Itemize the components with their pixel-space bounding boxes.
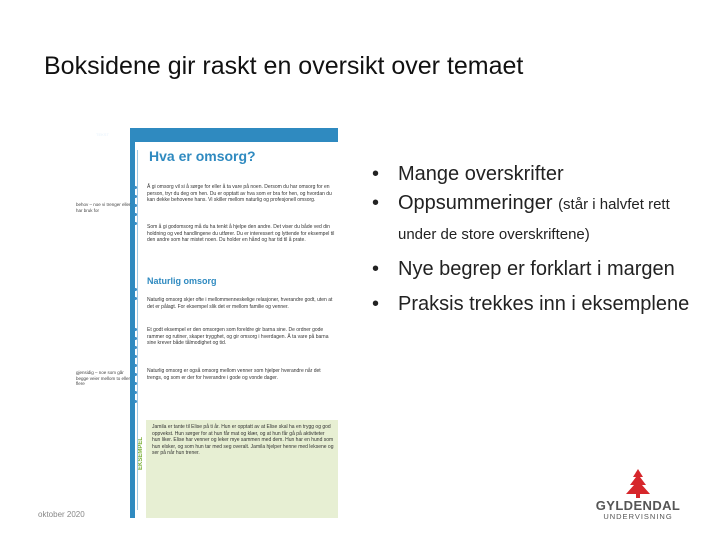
- logo-name: GYLDENDAL: [595, 498, 681, 513]
- book-paragraph-3: Naturlig omsorg skjer ofte i mellommenneskelige relasjoner, hverandre godt, uten at det er pålagt. For eksempel slik det er mellom familie og venner.: [147, 297, 333, 310]
- book-bullet-dots: [134, 186, 137, 231]
- book-bullet-dots-3: [134, 328, 137, 409]
- book-paragraph-5: Naturlig omsorg er også omsorg mellom venner som hjelper hverandre når det trengs, og som er der for hverandre i gode og vonde dager.: [147, 368, 321, 381]
- bullet-item: • Oppsummeringer (står i halvfet rett under de store overskriftene): [372, 192, 670, 243]
- book-page-number: 104: [76, 131, 87, 137]
- book-example-text: Jamila er tante til Elise på ti år. Hun er opptatt av at Elise skal ha en trygg og god oppvekst. Hun sørger for at hun får mat og klær, og at hun får gå på aktiviteter hun liker. Elise har venner og leker mye sammen med dem. Hun har en hund som hun elsker, og som hun tar med seg overalt. Jamila hjelper henne med leksene og ser på når hun trener.: [152, 424, 334, 457]
- book-bullet-dots-2: [134, 288, 137, 306]
- bullet-item: • Nye begrep er forklart i margen: [372, 258, 675, 280]
- book-header-bar: [135, 128, 338, 142]
- logo-subtitle: UNDERVISNING: [603, 512, 673, 521]
- book-heading: Hva er omsorg?: [149, 148, 256, 164]
- bullet-note: (står i halvfet rett under de store overskriftene): [398, 196, 670, 243]
- bullet-list: [370, 160, 700, 319]
- book-subheading: Naturlig omsorg: [147, 276, 217, 286]
- tree-icon: [625, 468, 651, 498]
- footer-date: oktober 2020: [38, 510, 85, 519]
- book-margin-note-2: gjensidig – noe som går begge veier mellom to eller flere: [76, 370, 131, 386]
- gyldendal-logo: [590, 468, 686, 522]
- book-section-label: TEKST: [96, 132, 109, 137]
- bullet-text: Mange overskrifter: [398, 163, 564, 185]
- bullet-text: Oppsummeringer: [398, 192, 559, 214]
- book-paragraph-1: Å gi omsorg vil si å sørge for eller å ta vare på noen. Dersom du har omsorg for en person, tryr du deg om hen. Du er opptatt av hva som er bra for hen, og hvordan du kan dekke behovene hans. Vi skiller mellom naturlig og profesjonell omsorg.: [147, 184, 332, 204]
- book-paragraph-2: Som å gi godomsorg må du ha tenkt å hjelpe den andre. Det viser du både ved din holdning og ved handlingene du utfører. Du er interessert og lyttende for eksempel til den andre som har mistet noen. Du holder en hånd og har tid til å prate.: [147, 224, 335, 244]
- bullet-text: Nye begrep er forklart i margen: [398, 258, 675, 280]
- bullet-item: • Praksis trekkes inn i eksemplene: [372, 293, 690, 315]
- slide-title: Boksidene gir raskt en oversikt over temaet: [44, 52, 524, 80]
- bullet-item: • Mange overskrifter: [372, 163, 564, 185]
- bullet-text: Praksis trekkes inn i eksemplene: [398, 293, 690, 315]
- book-paragraph-4: Et godt eksempel er den omsorgen som foreldre gir barna sine. De ordner gode rammer og rutiner, skaper trygghet, og gir omsorg i hverdagen. Å ta vare på barna sine krever både tålmodighet og tid.: [147, 327, 329, 347]
- book-margin-note-1: behov – noe vi trenger eller har bruk for: [76, 202, 131, 213]
- book-example-label: EKSEMPEL: [138, 437, 144, 471]
